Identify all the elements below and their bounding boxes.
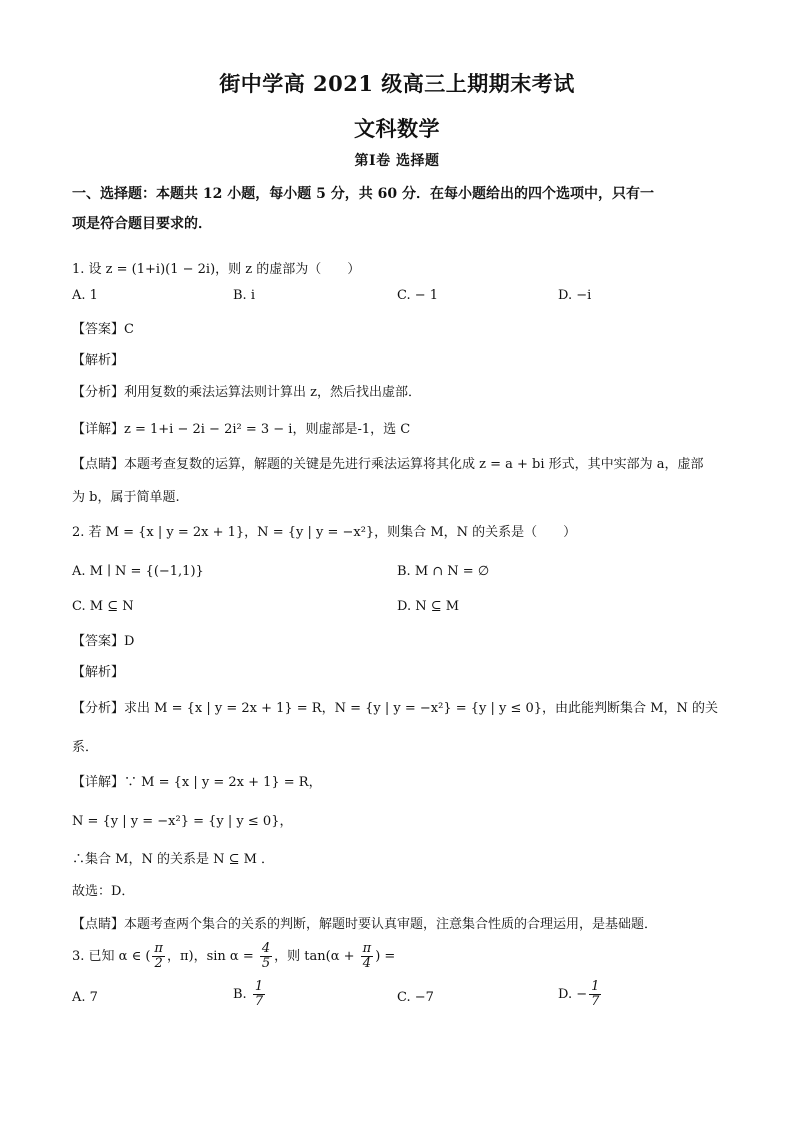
q1-option-a: A. 1 bbox=[72, 288, 98, 303]
q1-answer: 【答案】C bbox=[72, 322, 134, 337]
q2-detail-2: N = {y | y = −x²} = {y | y ≤ 0}， bbox=[72, 814, 293, 829]
q2-stem: 2. 若 M = {x | y = 2x + 1}，N = {y | y = −x²}，则集合 M，N 的关系是（ ） bbox=[72, 525, 577, 540]
q2-fenxi-2: 系． bbox=[72, 740, 99, 755]
q3-stem-prefix: 3. 已知 α ∈ ( bbox=[72, 949, 151, 964]
q2-detail-1: 【详解】∵ M = {x | y = 2x + 1} = R， bbox=[72, 775, 322, 790]
q1-detail: 【详解】z = 1+i − 2i − 2i² = 3 − i，则虚部是-1，选 C bbox=[72, 422, 411, 437]
instructions-line-2: 项是符合题目要求的． bbox=[72, 216, 212, 232]
q3-option-b bbox=[233, 980, 267, 1009]
q3-frac-pi-over-4 bbox=[361, 942, 374, 971]
q3-option-b-den: 7 bbox=[254, 994, 264, 1009]
section-title: 第Ⅰ卷 选择题 bbox=[354, 153, 440, 169]
q3-frac-pi-over-2-den: 2 bbox=[154, 956, 163, 971]
q1-note-2: 为 b，属于简单题. bbox=[72, 490, 180, 505]
q3-option-b-label: B. bbox=[233, 987, 247, 1002]
q3-frac-pi-over-2 bbox=[152, 942, 165, 971]
q2-option-d: D. N ⊆ M bbox=[397, 599, 460, 614]
q2-option-a: A. M ∣ N = {(−1,1)} bbox=[72, 564, 204, 579]
q2-answer: 【答案】D bbox=[72, 634, 135, 649]
q3-frac-4-over-5 bbox=[260, 942, 272, 971]
q3-frac-4-over-5-num: 4 bbox=[261, 941, 271, 956]
q3-option-d-num: 1 bbox=[591, 979, 600, 994]
q2-choice: 故选：D． bbox=[72, 884, 135, 899]
subject-title: 文科数学 bbox=[354, 116, 440, 141]
q3-option-c: C. −7 bbox=[397, 990, 434, 1005]
q3-option-b-num: 1 bbox=[254, 979, 264, 994]
q1-option-c: C. − 1 bbox=[397, 288, 439, 303]
q1-analysis-label: 【解析】 bbox=[72, 353, 125, 368]
q2-option-c: C. M ⊆ N bbox=[72, 599, 134, 614]
q2-option-b: B. M ∩ N = ∅ bbox=[397, 564, 490, 579]
q2-analysis-label: 【解析】 bbox=[72, 665, 125, 680]
q2-detail-3: ∴集合 M，N 的关系是 N ⊆ M ． bbox=[72, 852, 275, 867]
q3-option-d-frac bbox=[589, 980, 601, 1009]
q3-stem bbox=[72, 942, 395, 972]
q2-note: 【点睛】本题考查两个集合的关系的判断，解题时要认真审题，注意集合性质的合理运用，是基础题． bbox=[72, 917, 658, 932]
q1-option-b: B. i bbox=[233, 288, 255, 303]
q3-frac-4-over-5-den: 5 bbox=[261, 956, 271, 971]
q3-option-d-den: 7 bbox=[591, 994, 600, 1009]
q3-option-a: A. 7 bbox=[72, 990, 98, 1005]
q1-stem: 1. 设 z = (1+i)(1 − 2i)，则 z 的虚部为（ ） bbox=[72, 262, 361, 277]
q1-fenxi: 【分析】利用复数的乘法运算法则计算出 z，然后找出虚部． bbox=[72, 385, 421, 400]
q2-fenxi-1: 【分析】求出 M = {x | y = 2x + 1} = R，N = {y | y = −x²} = {y | y ≤ 0}，由此能判断集合 M，N 的关 bbox=[72, 701, 719, 716]
q1-note-1: 【点睛】本题考查复数的运算，解题的关键是先进行乘法运算将其化成 z = a + bi 形式，其中实部为 a，虚部 bbox=[72, 457, 704, 472]
q3-option-d-label: D. − bbox=[558, 987, 588, 1002]
exam-title: 街中学高 2021 级高三上期期末考试 bbox=[219, 71, 575, 96]
q1-option-d: D. −i bbox=[558, 288, 592, 303]
q3-frac-pi-over-4-num: π bbox=[362, 941, 372, 956]
q3-frac-pi-over-2-num: π bbox=[154, 941, 163, 956]
q3-frac-pi-over-4-den: 4 bbox=[362, 956, 372, 971]
instructions-line-1: 一、选择题：本题共 12 小题，每小题 5 分，共 60 分．在每小题给出的四个选项中，只有一 bbox=[72, 186, 654, 202]
q3-stem-mid-2: ，则 tan(α + bbox=[274, 949, 359, 964]
q3-option-b-frac bbox=[253, 980, 265, 1009]
q3-stem-suffix: ) = bbox=[375, 949, 396, 964]
q3-option-d bbox=[558, 980, 603, 1009]
q3-stem-mid-1: ，π)，sin α = bbox=[166, 949, 258, 964]
